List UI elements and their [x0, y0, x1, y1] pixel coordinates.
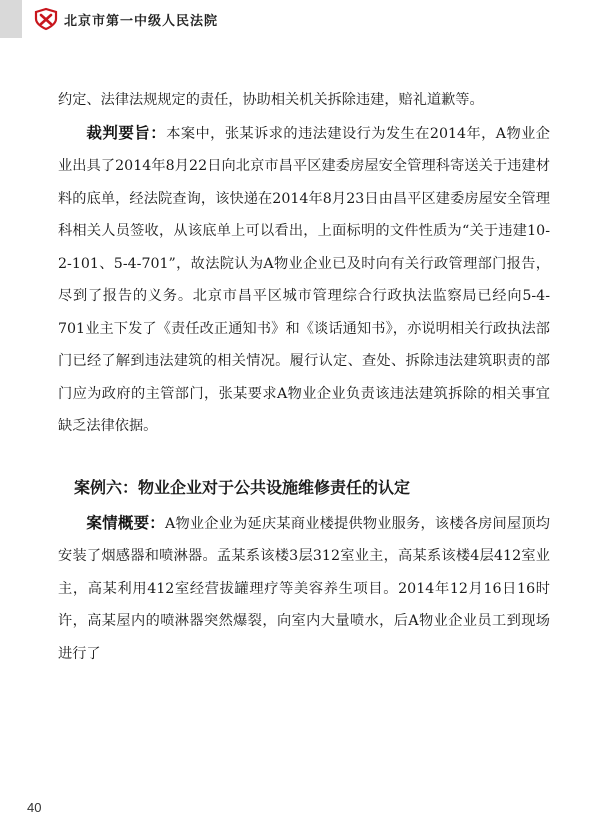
- page-edge-tab: [0, 0, 22, 38]
- court-name: 北京市第一中级人民法院: [64, 13, 219, 29]
- document-body: [58, 84, 550, 670]
- page-header: [34, 4, 218, 34]
- paragraph-case-summary: [58, 507, 550, 671]
- case-heading: 案例六：物业企业对于公共设施维修责任的认定: [74, 477, 411, 497]
- paragraph-continued: 约定、法律法规规定的责任，协助相关机关拆除违建，赔礼道歉等。: [58, 92, 484, 108]
- ruling-summary-label: 裁判要旨：: [86, 123, 167, 142]
- case-summary-text: A物业企业为延庆某商业楼提供物业服务，该楼各房间屋顶均安装了烟感器和喷淋器。孟某系该楼3层312室业主，高某系该楼4层412室业主，高某利用412室经营拔罐理疗等美容养生项目。2014年12月16日16时许，高某屋内的喷淋器突然爆裂，向室内大量喷水，后A物业企业员工到现场进行了: [58, 515, 550, 662]
- paragraph-ruling: [58, 117, 550, 443]
- ruling-summary-text: 本案中，张某诉求的违法建设行为发生在2014年，A物业企业出具了2014年8月22日向北京市昌平区建委房屋安全管理科寄送关于违建材料的底单，经法院查询，该快递在2014年8月23日由昌平区建委房屋安全管理科相关人员签收，从该底单上可以看出，上面标明的文件性质为“关于违建10-2-101、5-4-701”，故法院认为A物业企业已及时向有关行政管理部门报告，尽到了报告的义务。北京市昌平区城市管理综合行政执法监察局已经向5-4-701业主下发了《责任改正通知书》和《谈话通知书》，亦说明相关行政执法部门已经了解到违法建筑的相关情况。履行认定、查处、拆除违法建筑职责的部门应为政府的主管部门，张某要求A物业企业负责该违法建筑拆除的相关事宜缺乏法律依据。: [58, 125, 550, 434]
- court-emblem-icon: [34, 7, 58, 31]
- case-summary-label: 案情概要：: [86, 513, 166, 532]
- page-number: 40: [27, 800, 42, 815]
